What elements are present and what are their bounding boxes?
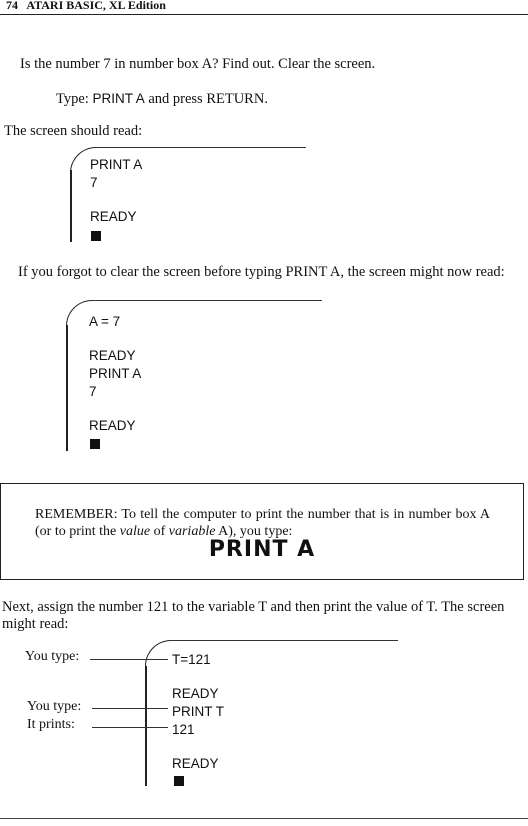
type-instruction [56, 90, 268, 108]
screen1-cursor [91, 231, 101, 241]
screen1-top-rule [96, 147, 306, 148]
remember-command: PRINT A [208, 537, 316, 562]
screen1-line: PRINT A [90, 157, 143, 172]
label-it-prints: It prints: [27, 717, 75, 732]
screen3-line [172, 669, 224, 685]
label-you-type-1: You type: [25, 649, 80, 664]
remember-label: REMEMBER: [35, 507, 118, 522]
screen2-top-rule [92, 300, 322, 301]
type-suffix: and press RETURN. [148, 91, 268, 107]
remember-of-word: of [153, 524, 166, 539]
remember-variable-word: variable [168, 524, 216, 539]
screen1-line [90, 192, 142, 208]
screen3-line: T=121 [172, 652, 211, 667]
page-number: 74 [6, 0, 18, 12]
leader-line-3 [92, 727, 168, 728]
screen3-line: 121 [172, 722, 195, 737]
screen3-line: READY [172, 686, 219, 701]
remember-text-1: To tell the computer to print the number that is in number box A (or to print the [35, 507, 490, 539]
screen3-text [172, 651, 224, 773]
bottom-rule [0, 818, 528, 819]
remember-text [35, 506, 490, 540]
screen3-cursor [174, 776, 184, 786]
type-command: PRINT A [92, 91, 145, 106]
remember-value-word: value [119, 524, 151, 539]
next-text: Next, assign the number 121 to the variable T and then print the value of T. The screen might read: [2, 599, 505, 632]
remember-box [0, 483, 524, 580]
screen2-left-rule [66, 325, 68, 451]
screen2-line: READY [89, 348, 136, 363]
type-prefix: Type: [56, 91, 89, 107]
label-you-type-2: You type: [27, 699, 82, 714]
page-header [6, 0, 166, 13]
screen2-line [89, 331, 141, 347]
screen2-line: 7 [89, 384, 97, 399]
screen3-line: PRINT T [172, 704, 225, 719]
screen2-line: READY [89, 418, 136, 433]
screen1-left-rule [70, 170, 72, 242]
screen2-text [89, 313, 141, 435]
screen2-cursor [90, 439, 100, 449]
leader-line-1 [90, 659, 168, 660]
screen3-left-rule [145, 666, 147, 786]
screen2-line [89, 401, 141, 417]
screen1-line: READY [90, 209, 137, 224]
screen3-line [172, 739, 224, 755]
book-title: ATARI BASIC, XL Edition [26, 0, 166, 12]
screen2-line: A = 7 [89, 314, 121, 329]
header-rule [0, 14, 528, 15]
remember-text-2: A), you type: [218, 524, 293, 539]
intro-question: Is the number 7 in number box A? Find out. Clear the screen. [20, 56, 376, 72]
screen3-top-rule [170, 640, 398, 641]
screen3-line: READY [172, 756, 219, 771]
screen-should-read: The screen should read: [4, 123, 143, 139]
forgot-text: If you forgot to clear the screen before typing PRINT A, the screen might now read: [18, 264, 505, 280]
screen2-line: PRINT A [89, 366, 142, 381]
screen1-line: 7 [90, 175, 98, 190]
screen1-text [90, 156, 142, 226]
leader-line-2 [92, 708, 168, 709]
